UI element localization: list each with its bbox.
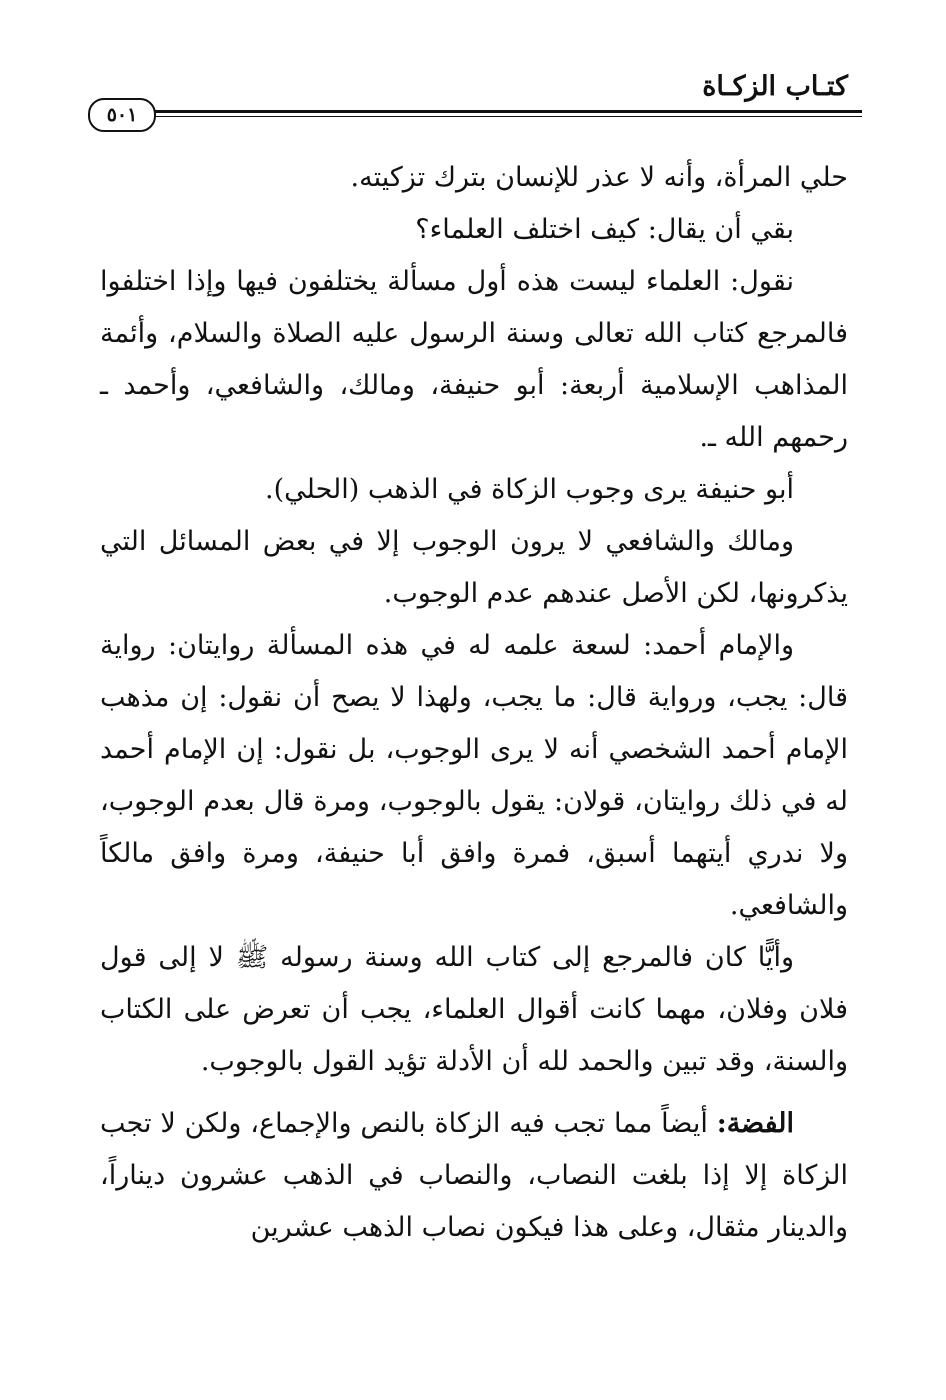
- header-rule-thin: [146, 116, 862, 117]
- running-title: كتـاب الزكـاة: [702, 71, 848, 102]
- paragraph-text: أيضاً مما تجب فيه الزكاة بالنص والإجماع، ولكن لا تجب الزكاة إلا إذا بلغت النصاب، والنصاب في الذهب عشرون ديناراً، والدينار مثقال، وعلى هذا فيكون نصاب الذهب عشرين: [100, 1108, 848, 1243]
- paragraph-text: حلي المرأة، وأنه لا عذر للإنسان بترك تزكيته.: [350, 162, 848, 193]
- paragraph-text: نقول: العلماء ليست هذه أول مسألة يختلفون فيها وإذا اختلفوا فالمرجع كتاب الله تعالى وسنة الرسول عليه الصلاة والسلام، وأئمة المذاهب الإسلامية أربعة: أبو حنيفة، ومالك، والشافعي، وأحمد ـ رحمهم الله ـ.: [100, 266, 848, 453]
- paragraph-text: والإمام أحمد: لسعة علمه له في هذه المسألة روايتان: رواية قال: يجب، ورواية قال: ما يجب، ولهذا لا يصح أن نقول: إن مذهب الإمام أحمد الشخصي أنه لا يرى الوجوب، بل نقول: إن الإمام أحمد له في ذلك روايتان، قولان: يقول بالوجوب، ومرة قال بعدم الوجوب، ولا ندري أيتهما أسبق، فمرة وافق أبا حنيفة، ومرة وافق مالكاً والشافعي.: [100, 630, 848, 921]
- paragraph: [100, 204, 848, 256]
- paragraph-text: بقي أن يقال: كيف اختلف العلماء؟: [415, 214, 794, 245]
- paragraph: [100, 152, 848, 204]
- section-lead-word: الفضة:: [716, 1108, 794, 1139]
- paragraph: [100, 516, 848, 620]
- page-number: ٥٠١: [88, 98, 156, 132]
- body-text: [100, 152, 848, 1254]
- paragraph: [100, 464, 848, 516]
- paragraph: [100, 1098, 848, 1254]
- paragraph: [100, 932, 848, 1088]
- paragraph-text: ومالك والشافعي لا يرون الوجوب إلا في بعض المسائل التي يذكرونها، لكن الأصل عندهم عدم الوجوب.: [100, 526, 848, 609]
- paragraph-text: أبو حنيفة يرى وجوب الزكاة في الذهب (الحلي).: [265, 474, 794, 505]
- page-header: [86, 70, 862, 130]
- paragraph-text: وأيًّا كان فالمرجع إلى كتاب الله وسنة رسوله ﷺ لا إلى قول فلان وفلان، مهما كانت أقوال العلماء، يجب أن تعرض على الكتاب والسنة، وقد تبين والحمد لله أن الأدلة تؤيد القول بالوجوب.: [100, 942, 848, 1077]
- paragraph: [100, 620, 848, 932]
- paragraph: [100, 256, 848, 464]
- header-rule-thick: [146, 110, 862, 113]
